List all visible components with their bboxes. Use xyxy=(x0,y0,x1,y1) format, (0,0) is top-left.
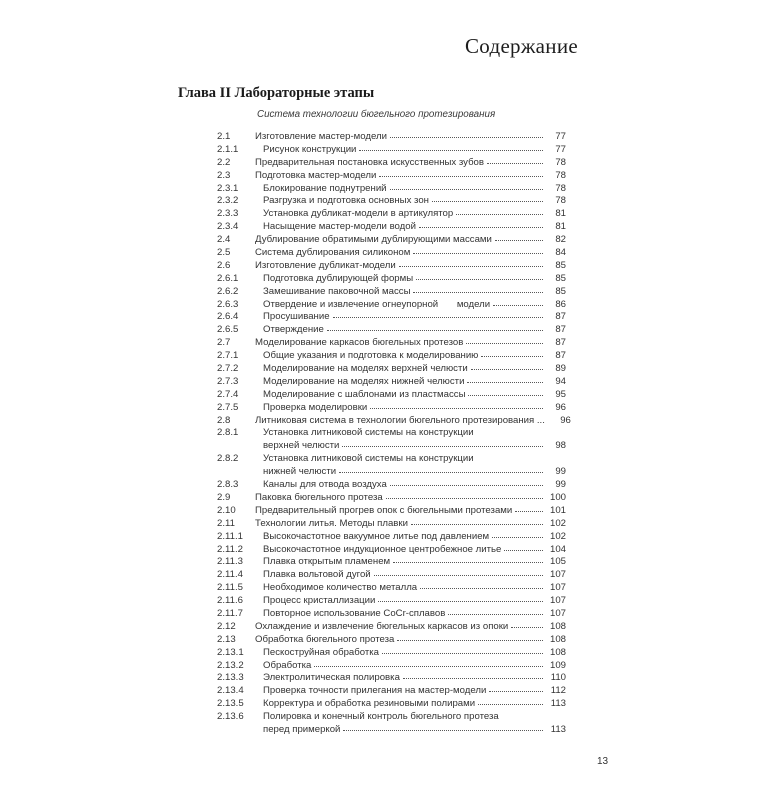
toc-entry xyxy=(217,273,566,286)
toc-entry-title: Обработка xyxy=(263,659,312,671)
toc-entry-page: 89 xyxy=(555,363,566,375)
toc-dot-leader xyxy=(327,330,543,331)
toc-entry-number: 2.2 xyxy=(217,156,231,168)
toc-entry-number: 2.11.3 xyxy=(217,556,243,568)
toc-entry-title: Изготовление мастер-модели xyxy=(255,131,387,142)
toc-entry-page: 99 xyxy=(555,479,566,491)
page-number-footer: 13 xyxy=(597,756,609,767)
toc-dot-leader xyxy=(495,240,543,241)
toc-entry-number: 2.13.3 xyxy=(217,672,244,684)
toc-entry-number: 2.7.2 xyxy=(217,363,239,375)
toc-entry xyxy=(217,157,566,170)
toc-entry-number: 2.4 xyxy=(217,234,231,246)
toc-entry xyxy=(217,363,566,376)
toc-entry-number: 2.6.3 xyxy=(217,298,239,310)
toc-list xyxy=(217,131,571,737)
toc-entry-title: Литниковая система в технологии бюгельного протезирования ... xyxy=(255,414,545,426)
toc-entry-title: Проверка точности прилегания на мастер-модели xyxy=(263,685,487,697)
toc-entry-title: Дублирование обратимыми дублирующими массами xyxy=(255,234,492,246)
toc-entry-number: 2.13 xyxy=(217,633,236,645)
toc-entry xyxy=(217,531,566,544)
toc-entry-page: 104 xyxy=(549,543,566,555)
toc-entry-title: Моделирование на моделях нижней челюсти xyxy=(263,375,465,387)
toc-entry xyxy=(217,569,566,582)
toc-entry xyxy=(217,556,566,569)
toc-entry xyxy=(217,660,566,673)
toc-entry-title: Подготовка мастер-модели xyxy=(255,169,377,181)
toc-entry-number: 2.6.4 xyxy=(217,311,239,323)
toc-entry-number: 2.5 xyxy=(217,247,231,259)
toc-entry-title: Охлаждение и извлечение бюгельных каркасов из опоки xyxy=(255,620,509,632)
toc-entry-number: 2.6 xyxy=(217,259,231,271)
toc-dot-leader xyxy=(466,343,543,344)
toc-dot-leader xyxy=(397,640,543,641)
toc-entry-number: 2.8 xyxy=(217,414,231,426)
toc-dot-leader xyxy=(413,292,543,293)
toc-dot-leader xyxy=(477,433,543,434)
toc-dot-leader xyxy=(515,511,543,512)
toc-entry-number: 2.11.6 xyxy=(217,595,243,607)
toc-entry-number: 2.6.2 xyxy=(217,285,239,297)
toc-entry-page: 102 xyxy=(549,517,566,529)
toc-entry-title: нижней челюсти xyxy=(263,466,337,478)
toc-dot-leader xyxy=(432,201,543,202)
toc-entry-title: Система дублирования силиконом xyxy=(255,247,411,259)
toc-dot-leader xyxy=(419,227,543,228)
toc-entry-title: Необходимое количество металла xyxy=(263,582,418,594)
toc-entry-title: перед примеркой xyxy=(263,723,341,735)
toc-dot-leader xyxy=(379,176,543,177)
toc-dot-leader xyxy=(467,382,543,383)
toc-dot-leader xyxy=(314,666,543,667)
toc-entry xyxy=(217,414,571,428)
toc-entry-page: 102 xyxy=(549,530,566,542)
toc-dot-leader xyxy=(413,253,543,254)
toc-entry xyxy=(217,724,566,737)
toc-entry-number: 2.1 xyxy=(217,131,231,142)
toc-entry xyxy=(217,634,566,647)
toc-dot-leader xyxy=(403,678,543,679)
toc-entry-page: 87 xyxy=(555,350,566,362)
toc-entry-number: 2.3 xyxy=(217,169,231,181)
toc-entry xyxy=(217,299,566,312)
toc-entry-title: Замешивание паковочной массы xyxy=(263,285,411,297)
toc-entry xyxy=(217,711,566,724)
toc-entry-title: Отвердение и извлечение огнеупорной модели xyxy=(263,298,491,310)
toc-entry-title: Разгрузка и подготовка основных зон xyxy=(263,195,429,207)
toc-dot-leader xyxy=(339,472,543,473)
toc-dot-leader xyxy=(378,601,543,602)
toc-entry-title: Просушивание xyxy=(263,311,330,323)
toc-dot-leader xyxy=(359,150,543,151)
toc-dot-leader xyxy=(487,163,543,164)
toc-entry-number: 2.8.1 xyxy=(217,427,239,439)
toc-entry-number: 2.7 xyxy=(217,337,231,349)
toc-dot-leader xyxy=(390,485,543,486)
toc-dot-leader xyxy=(390,189,543,190)
toc-entry-number: 2.6.5 xyxy=(217,324,239,336)
toc-entry-number: 2.3.2 xyxy=(217,195,239,207)
toc-entry-page: 85 xyxy=(555,259,566,271)
toc-entry-number: 2.11 xyxy=(217,517,235,529)
toc-entry xyxy=(217,647,566,660)
toc-entry-page: 87 xyxy=(555,324,566,336)
toc-entry-title: Корректура и обработка резиновыми полирами xyxy=(263,698,476,710)
toc-entry xyxy=(217,170,566,183)
toc-entry-title: Повторное использование CoCr-сплавов xyxy=(263,607,446,619)
toc-entry xyxy=(217,505,566,518)
toc-entry-title: Моделирование каркасов бюгельных протезов xyxy=(255,337,464,349)
toc-dot-leader xyxy=(374,575,543,576)
toc-dot-leader xyxy=(493,305,543,306)
toc-dot-leader xyxy=(471,369,543,370)
toc-entry-number: 2.11.2 xyxy=(217,543,243,555)
toc-entry-page: 86 xyxy=(555,298,566,310)
toc-entry-number: 2.9 xyxy=(217,491,231,503)
toc-entry-page: 108 xyxy=(549,633,566,645)
toc-entry-page: 87 xyxy=(555,311,566,323)
toc-entry-title: Электролитическая полировка xyxy=(263,672,400,684)
toc-entry xyxy=(217,131,566,144)
toc-entry xyxy=(217,466,566,479)
toc-entry-number: 2.7.3 xyxy=(217,375,239,387)
toc-entry-page: 105 xyxy=(549,556,566,568)
toc-entry xyxy=(217,234,566,247)
toc-entry-number: 2.13.6 xyxy=(217,711,244,723)
toc-entry-title: Установка литниковой системы на конструкции xyxy=(263,453,474,465)
toc-entry xyxy=(217,518,566,531)
toc-entry-title: Технологии литья. Методы плавки xyxy=(255,517,408,529)
toc-entry-page: 113 xyxy=(550,698,566,710)
toc-entry-title: Общие указания и подготовка к моделированию xyxy=(263,350,479,362)
toc-entry-number: 2.10 xyxy=(217,504,236,516)
toc-entry-page: 98 xyxy=(555,440,566,452)
toc-dot-leader xyxy=(390,137,543,138)
toc-entry-number: 2.7.4 xyxy=(217,388,239,400)
toc-dot-leader xyxy=(370,408,543,409)
toc-entry-page: 78 xyxy=(555,169,566,181)
toc-entry-number: 2.8.2 xyxy=(217,453,239,465)
toc-entry-page: 78 xyxy=(555,182,566,194)
toc-entry-title: Предварительная постановка искусственных зубов xyxy=(255,156,484,168)
toc-entry-page: 87 xyxy=(555,337,566,349)
toc-entry-page: 107 xyxy=(549,582,566,594)
toc-entry-page: 95 xyxy=(555,388,566,400)
toc-entry xyxy=(217,595,566,608)
toc-entry xyxy=(217,260,566,273)
toc-entry-page: 84 xyxy=(555,247,566,259)
toc-entry xyxy=(217,183,566,196)
toc-entry xyxy=(217,286,566,299)
toc-dot-leader xyxy=(399,266,543,267)
toc-entry-title: верхней челюсти xyxy=(263,440,340,452)
toc-entry-title: Блокирование поднутрений xyxy=(263,182,387,194)
toc-entry xyxy=(217,608,566,621)
toc-entry-title: Плавка открытым пламенем xyxy=(263,556,391,568)
toc-dot-leader xyxy=(511,627,543,628)
toc-entry-title: Установка литниковой системы на конструкции xyxy=(263,427,474,439)
chapter-subtitle: Система технологии бюгельного протезирования xyxy=(257,109,496,120)
toc-entry-number: 2.11.5 xyxy=(217,582,243,594)
toc-entry-page: 96 xyxy=(555,401,566,413)
toc-entry-number: 2.12 xyxy=(217,620,236,632)
toc-entry-page: 82 xyxy=(555,234,566,246)
toc-entry-number: 2.13.1 xyxy=(217,646,244,658)
toc-entry xyxy=(217,311,566,324)
toc-entry xyxy=(217,221,566,234)
toc-entry-page: 77 xyxy=(555,131,566,142)
toc-entry xyxy=(217,479,566,492)
toc-entry-number: 2.1.1 xyxy=(217,143,239,155)
toc-entry-title: Обработка бюгельного протеза xyxy=(255,633,395,645)
toc-entry-page: 101 xyxy=(549,504,566,516)
toc-dot-leader xyxy=(478,704,543,705)
toc-entry-title: Насыщение мастер-модели водой xyxy=(263,221,416,233)
toc-entry-page: 78 xyxy=(555,195,566,207)
toc-entry xyxy=(217,453,566,466)
toc-entry xyxy=(217,427,566,440)
toc-entry xyxy=(217,672,566,685)
toc-entry-page: 96 xyxy=(560,414,571,426)
toc-dot-leader xyxy=(502,717,543,718)
toc-entry xyxy=(217,389,566,402)
toc-entry-page: 94 xyxy=(555,375,566,387)
toc-entry-page: 112 xyxy=(550,685,566,697)
toc-entry-title: Проверка моделировки xyxy=(263,401,368,413)
toc-entry-title: Высокочастотное вакуумное литье под давлением xyxy=(263,530,490,542)
toc-entry-page: 85 xyxy=(555,285,566,297)
toc-entry-page: 108 xyxy=(549,646,566,658)
toc-entry xyxy=(217,440,566,453)
toc-entry-page: 107 xyxy=(549,607,566,619)
toc-entry-title: Каналы для отвода воздуха xyxy=(263,479,387,491)
toc-dot-leader xyxy=(386,498,543,499)
toc-entry xyxy=(217,350,566,363)
toc-entry xyxy=(217,337,566,350)
toc-dot-leader xyxy=(492,537,543,538)
toc-entry-page: 113 xyxy=(550,723,566,735)
toc-entry-number: 2.8.3 xyxy=(217,479,239,491)
toc-entry-page: 107 xyxy=(549,595,566,607)
toc-dot-leader xyxy=(411,524,543,525)
toc-dot-leader xyxy=(456,214,543,215)
toc-entry xyxy=(217,621,566,634)
toc-entry-title: Высокочастотное индукционное центробежное литье xyxy=(263,543,502,555)
toc-entry-number: 2.13.2 xyxy=(217,659,244,671)
toc-entry xyxy=(217,324,566,337)
toc-entry xyxy=(217,544,566,557)
toc-entry xyxy=(217,208,566,221)
toc-entry-title: Рисунок конструкции xyxy=(263,143,357,155)
toc-entry-number: 2.11.7 xyxy=(217,607,243,619)
toc-entry xyxy=(217,582,566,595)
toc-dot-leader xyxy=(477,459,543,460)
toc-entry-number: 2.7.5 xyxy=(217,401,239,413)
toc-entry-title: Пескоструйная обработка xyxy=(263,646,379,658)
toc-entry-number: 2.6.1 xyxy=(217,272,239,284)
toc-entry-title: Моделирование с шаблонами из пластмассы xyxy=(263,388,466,400)
toc-entry xyxy=(217,144,566,157)
toc-entry-page: 77 xyxy=(555,143,566,155)
toc-entry-page: 100 xyxy=(549,491,566,503)
toc-dot-leader xyxy=(416,279,543,280)
toc-dot-leader xyxy=(393,562,543,563)
toc-entry-page: 107 xyxy=(549,569,566,581)
toc-entry xyxy=(217,195,566,208)
toc-dot-leader xyxy=(489,691,543,692)
page-title: Содержание xyxy=(464,34,578,58)
toc-entry-number: 2.7.1 xyxy=(217,350,239,362)
toc-entry-number: 2.11.1 xyxy=(217,530,243,542)
toc-entry xyxy=(217,376,566,389)
toc-dot-leader xyxy=(343,730,543,731)
toc-entry-title: Полировка и конечный контроль бюгельного протеза xyxy=(263,711,499,723)
toc-entry-page: 110 xyxy=(550,672,566,684)
toc-entry-title: Изготовление дубликат-модели xyxy=(255,259,396,271)
toc-dot-leader xyxy=(333,317,543,318)
toc-entry xyxy=(217,698,566,711)
toc-entry-number: 2.13.4 xyxy=(217,685,244,697)
toc-entry-number: 2.3.3 xyxy=(217,208,239,220)
toc-entry-title: Предварительный прогрев опок с бюгельными протезами xyxy=(255,504,513,516)
toc-entry-title: Процесс кристаллизации xyxy=(263,595,376,607)
toc-entry-title: Подготовка дублирующей формы xyxy=(263,272,414,284)
toc-dot-leader xyxy=(382,653,543,654)
toc-entry-page: 78 xyxy=(555,156,566,168)
toc-entry xyxy=(217,492,566,505)
toc-entry-number: 2.11.4 xyxy=(217,569,243,581)
toc-entry-number: 2.3.4 xyxy=(217,221,239,233)
toc-entry-page: 109 xyxy=(549,659,566,671)
toc-entry-page: 108 xyxy=(549,620,566,632)
toc-entry-title: Плавка вольтовой дугой xyxy=(263,569,371,581)
toc-entry-title: Моделирование на моделях верхней челюсти xyxy=(263,363,468,375)
toc-dot-leader xyxy=(342,446,543,447)
toc-dot-leader xyxy=(468,395,543,396)
toc-entry xyxy=(217,685,566,698)
toc-entry-page: 81 xyxy=(555,221,566,233)
toc-entry-number: 2.3.1 xyxy=(217,182,239,194)
toc-entry-number: 2.13.5 xyxy=(217,698,244,710)
toc-entry xyxy=(217,247,566,260)
toc-entry-title: Паковка бюгельного протеза xyxy=(255,491,383,503)
toc-dot-leader xyxy=(504,550,543,551)
toc-entry-title: Установка дубликат-модели в артикулятор xyxy=(263,208,454,220)
toc-entry-page: 81 xyxy=(555,208,566,220)
toc-dot-leader xyxy=(448,614,543,615)
toc-entry xyxy=(217,402,566,415)
toc-entry-title: Отверждение xyxy=(263,324,324,336)
toc-entry-page: 85 xyxy=(555,272,566,284)
toc-dot-leader xyxy=(420,588,543,589)
toc-entry-page: 99 xyxy=(555,466,566,478)
chapter-heading: Глава II Лабораторные этапы xyxy=(178,85,375,101)
toc-dot-leader xyxy=(481,356,543,357)
